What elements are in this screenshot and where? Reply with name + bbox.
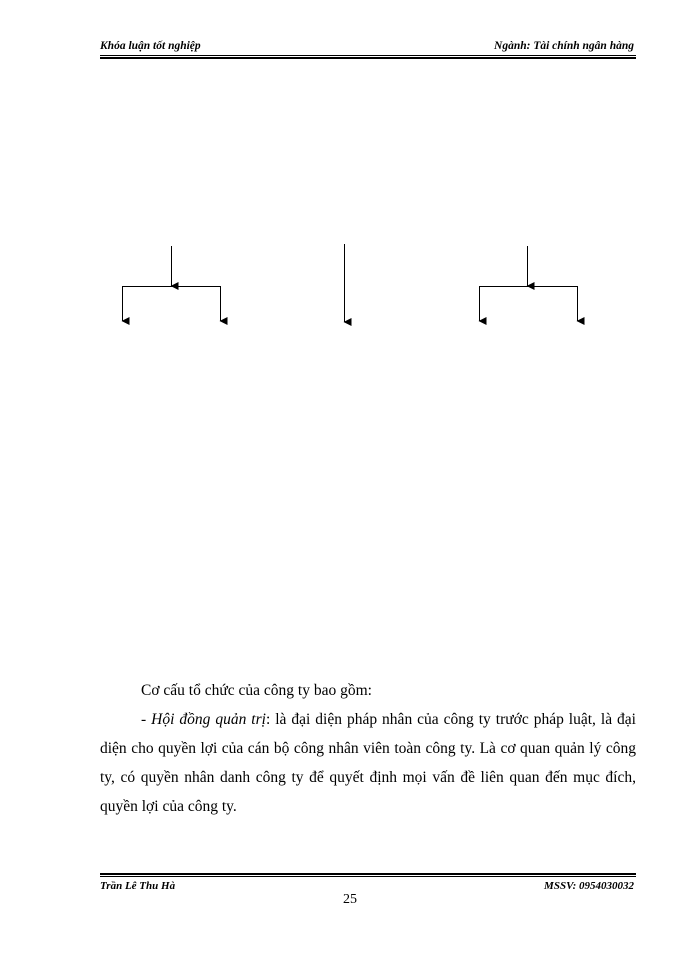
org-chart-connectors [0, 0, 700, 360]
footer-rule [100, 876, 636, 877]
page-number: 25 [343, 892, 357, 907]
intro-line: Cơ cấu tổ chức của công ty bao gồm: [141, 682, 372, 699]
paragraph-text: : là đại diện pháp nhân của công ty trước pháp luật, là đại diện cho quyền lợi của cán bộ công nhân viên toàn công ty. Là cơ quan quản lý công ty, có quyền nhân danh công ty để quyết định mọi vấn đề liên quan đến mục đích, quyền lợi của công ty. [100, 711, 636, 815]
footer-student-id: MSSV: 0954030032 [544, 880, 634, 892]
right-branch-bracket [480, 287, 578, 321]
board-paragraph [100, 705, 636, 821]
left-branch-bracket [123, 287, 221, 321]
footer-rule-thick [100, 873, 636, 875]
footer-author: Trần Lê Thu Hà [100, 880, 176, 892]
header-left-title: Khóa luận tốt nghiệp [100, 40, 201, 52]
board-term: Hội đồng quản trị [151, 711, 266, 728]
header-right-title: Ngành: Tài chính ngân hàng [494, 40, 634, 52]
body-text [100, 676, 636, 821]
paragraph-lead: - [141, 711, 152, 728]
